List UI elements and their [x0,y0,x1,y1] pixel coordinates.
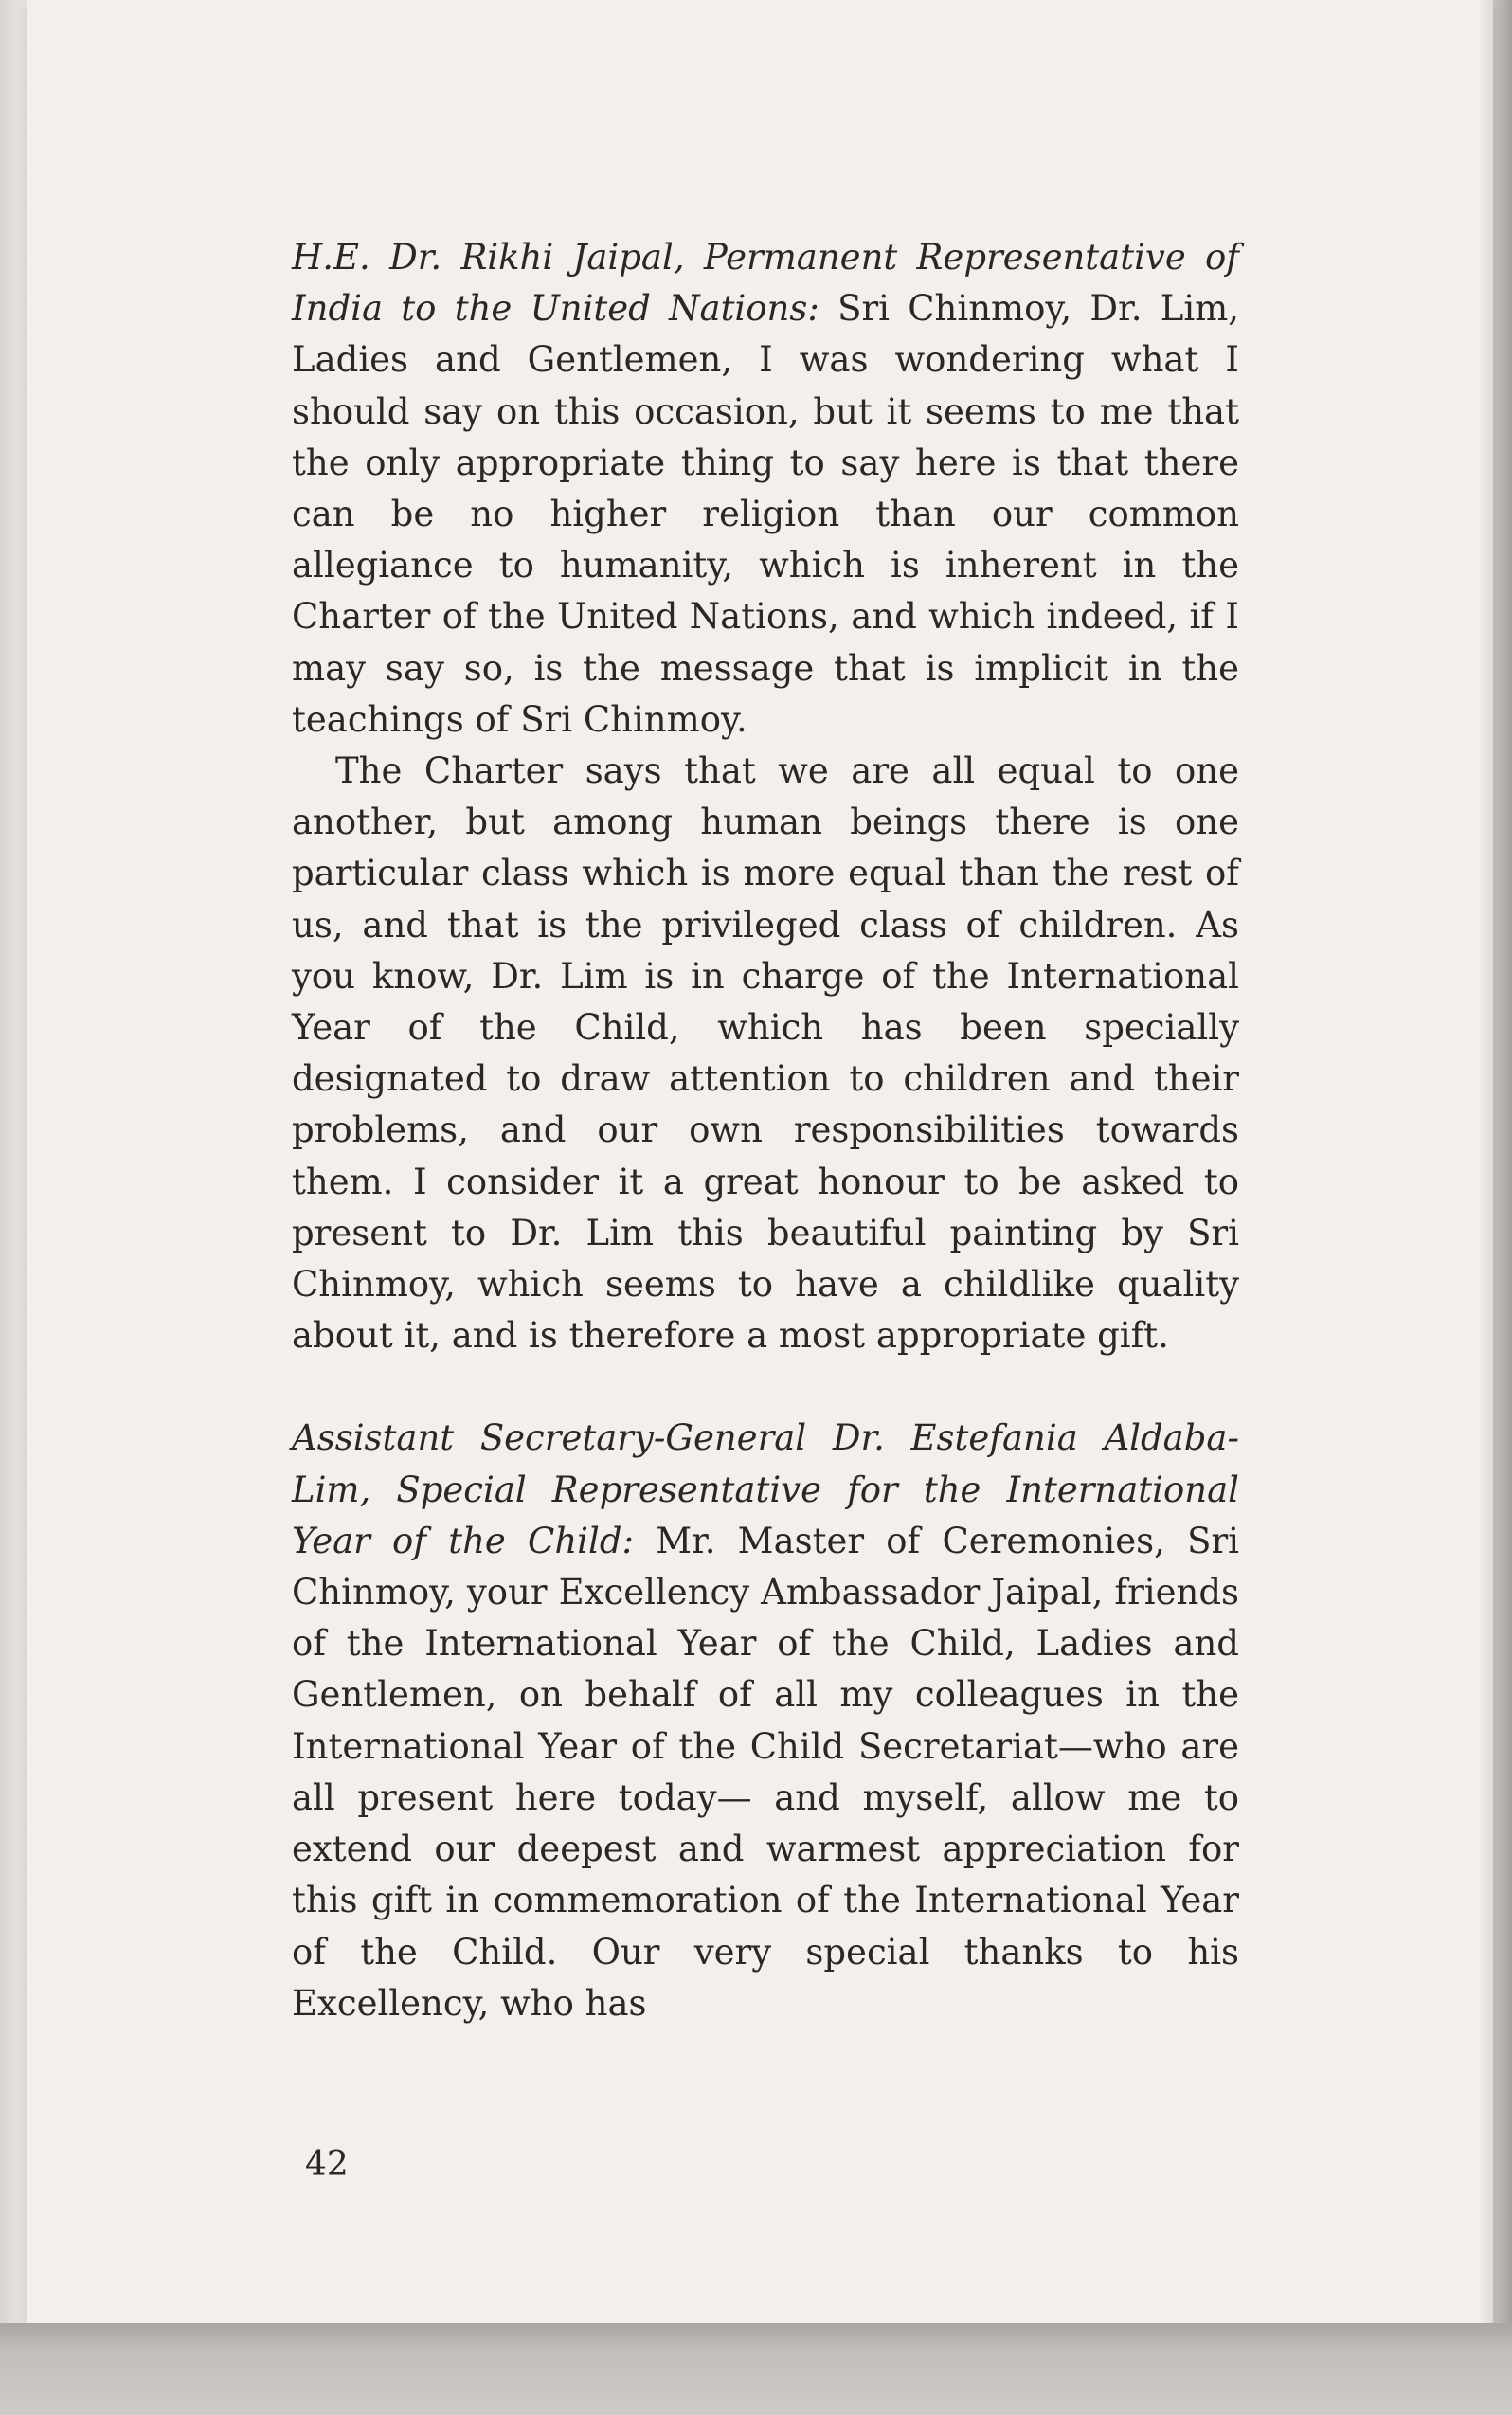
spine-shadow [1478,0,1512,2323]
speech-text: Sri Chinmoy, Dr. Lim, Ladies and Gentlemen, I was wondering what I should say on this occasion, but it seems to me that the only appropriate thing to say here is that there can be no higher religion than our common allegiance to humanity, which is inherent in the Charter of the United Nations, and which indeed, if I may say so, is the message that is implicit in the teachings of Sri Chinmoy. [292,288,1239,740]
paragraph-aldaba-lim-speech [292,1413,1239,2028]
paragraph-jaipal-speech [292,232,1239,746]
page-edge-shadow [0,2323,1512,2415]
speaker-attribution-jaipal: H.E. Dr. Rikhi Jaipal, Permanent Representative of India to the United Nations: [292,237,1239,330]
speech-text: The Charter says that we are all equal to one another, but among human beings there is one particular class which is more equal than the rest of us, and that is the privileged class of children. As you know, Dr. Lim is in charge of the International Year of the Child, which has been specially designated to draw attention to children and their problems, and our own responsibilities towards them. I consider it a great honour to be asked to present to Dr. Lim this beautiful painting by Sri Chinmoy, which seems to have a childlike quality about it, and is therefore a most appropriate gift. [292,750,1239,1357]
speech-text: Mr. Master of Ceremonies, Sri Chinmoy, your Excellency Ambassador Jaipal, friends of the International Year of the Child, Ladies and Gentlemen, on behalf of all my colleagues in the International Year of the Child Secretariat—who are all present here today— and myself, allow me to extend our deepest and warmest appreciation for this gift in commemoration of the International Year of the Child. Our very special thanks to his Excellency, who has [292,1520,1239,2024]
body-text [292,232,1239,2029]
speaker-attribution-aldaba-lim: Assistant Secretary-General Dr. Estefania Aldaba-Lim, Special Representative for the International Year of the Child: [292,1417,1239,1561]
paragraph-jaipal-continued [292,746,1239,1361]
page-number: 42 [305,2145,349,2184]
